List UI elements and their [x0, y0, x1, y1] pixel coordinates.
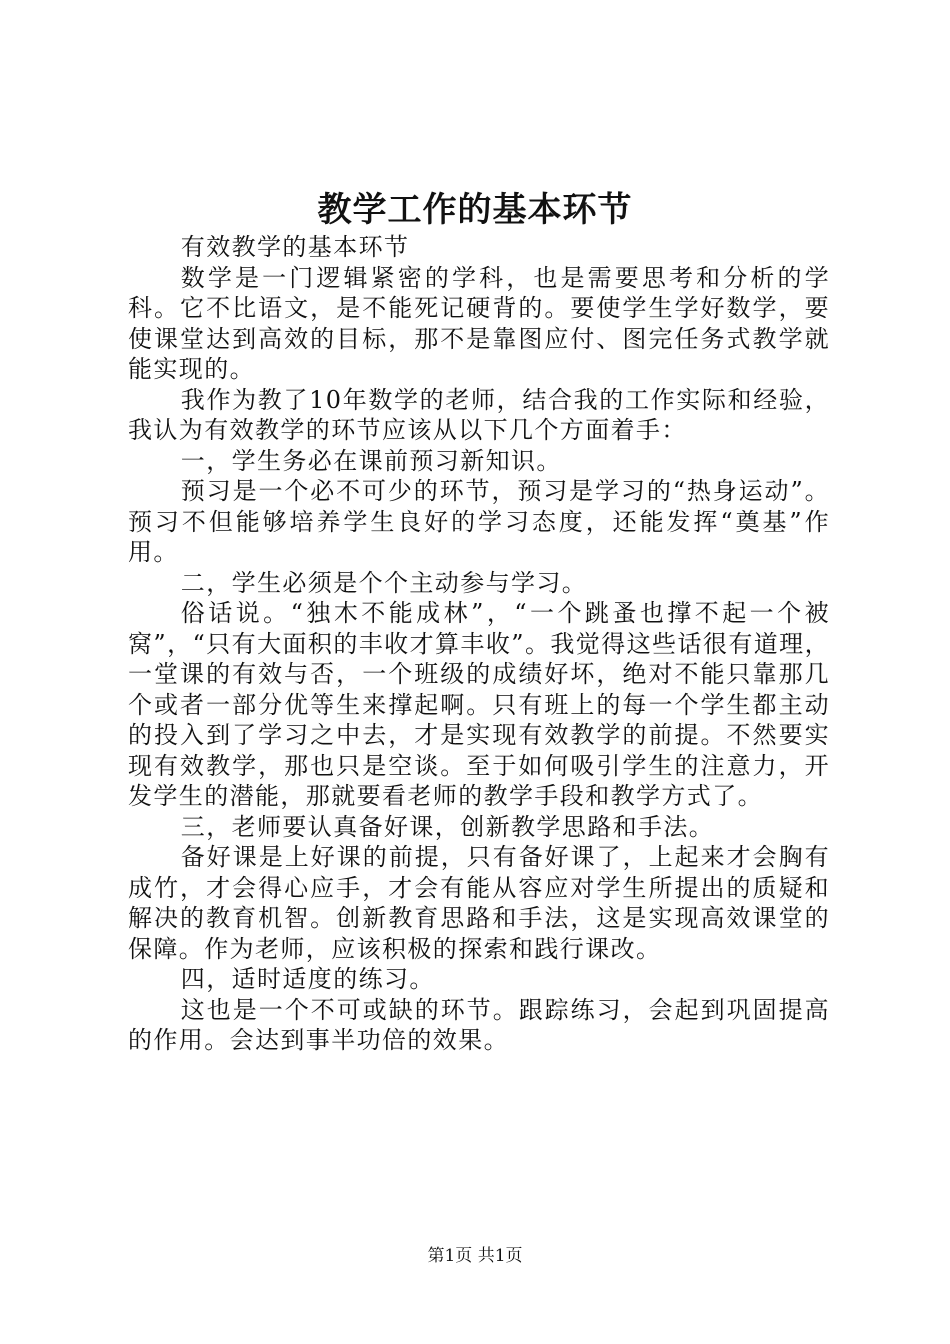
- section-heading: 四，适时适度的练习。: [180, 965, 435, 993]
- body-paragraph: 我作为教了10年数学的老师，结合我的工作实际和经验，我认为有效教学的环节应该从以下几个方面着手：: [128, 385, 830, 444]
- body-paragraph: 这也是一个不可或缺的环节。跟踪练习，会起到巩固提高的作用。会达到事半功倍的效果。: [128, 995, 830, 1054]
- page-footer: 第1页 共1页: [427, 1246, 523, 1266]
- section-heading: 二，学生必须是个个主动参与学习。: [180, 568, 588, 597]
- body-paragraph: 数学是一门逻辑紧密的学科，也是需要思考和分析的学科。它不比语文，是不能死记硬背的。要使学生学好数学，要使课堂达到高效的目标，那不是靠图应付、图完任务式教学就能实现的。: [128, 263, 830, 383]
- body-paragraph: 俗话说。“独木不能成林”，“一个跳蚤也撑不起一个被窝”，“只有大面积的丰收才算丰收”。我觉得这些话很有道理，一堂课的有效与否，一个班级的成绩好坏，绝对不能只靠那几个或者一部分优等生来撑起啊。只有班上的每一个学生都主动的投入到了学习之中去，才是实现有效教学的前提。不然要实现有效教学，那也只是空谈。至于如何吸引学生的注意力，开发学生的潜能，那就要看老师的教学手段和教学方式了。: [128, 599, 830, 810]
- section-heading: 一，学生务必在课前预习新知识。: [180, 446, 562, 475]
- section-heading: 三，老师要认真备好课，创新教学思路和手法。: [180, 812, 715, 841]
- subtitle-paragraph: 有效教学的基本环节: [180, 233, 410, 261]
- body-paragraph: 备好课是上好课的前提，只有备好课了，上起来才会胸有成竹，才会得心应手，才会有能从容应对学生所提出的质疑和解决的教育机智。创新教育思路和手法，这是实现高效课堂的保障。作为老师，应该积极的探索和践行课改。: [128, 843, 830, 963]
- document-body: [128, 232, 830, 1056]
- page-title: 教学工作的基本环节: [317, 190, 633, 230]
- body-paragraph: 预习是一个必不可少的环节，预习是学习的“热身运动”。预习不但能够培养学生良好的学习态度，还能发挥“奠基”作用。: [128, 477, 830, 566]
